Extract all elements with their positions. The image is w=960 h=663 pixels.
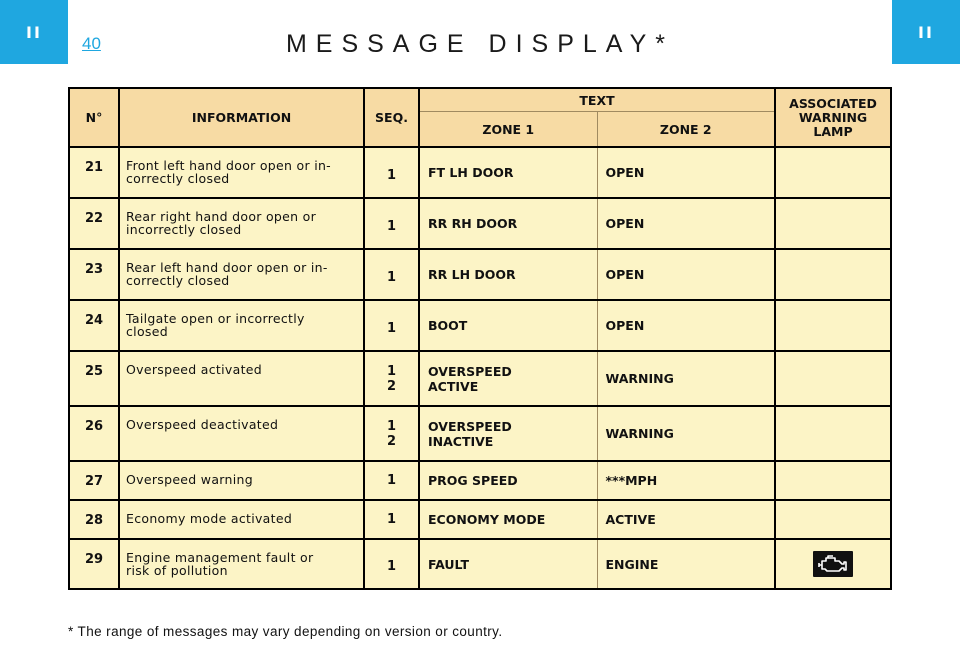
zone1-line-1: RR RH DOOR <box>428 216 518 231</box>
table-row <box>69 198 891 249</box>
table-row <box>69 406 891 461</box>
cell-seq <box>364 539 419 589</box>
table-row <box>69 461 891 500</box>
seq-line-2: 2 <box>386 433 397 449</box>
cell-zone1 <box>419 539 597 589</box>
information-line-2: closed <box>126 324 168 339</box>
information-line-1: Overspeed deactivated <box>126 417 279 432</box>
cell-lamp <box>775 300 891 351</box>
zone1-line-1: FT LH DOOR <box>428 165 514 180</box>
table-body <box>69 147 891 589</box>
cell-number: 25 <box>69 351 119 406</box>
information-line-1: Front left hand door open or in- <box>126 158 331 173</box>
table-row <box>69 500 891 539</box>
cell-number: 23 <box>69 249 119 300</box>
cell-seq <box>364 198 419 249</box>
header-number: N° <box>69 88 119 147</box>
header-seq: SEQ. <box>364 88 419 147</box>
cell-seq <box>364 249 419 300</box>
information-line-1: Engine management fault or <box>126 550 314 565</box>
zone1-line-1: OVERSPEED <box>428 363 512 379</box>
seq-line-1: 1 <box>386 363 397 379</box>
cell-zone2: ***MPH <box>597 461 775 500</box>
cell-information <box>119 500 364 539</box>
table-row <box>69 539 891 589</box>
cell-number: 28 <box>69 500 119 539</box>
cell-number: 22 <box>69 198 119 249</box>
cell-seq <box>364 461 419 500</box>
seq-line-1: 1 <box>386 418 397 434</box>
information-line-1: Rear left hand door open or in- <box>126 260 328 275</box>
cell-zone2: ENGINE <box>597 539 775 589</box>
seq-line-1: 1 <box>386 320 397 336</box>
cell-number: 27 <box>69 461 119 500</box>
cell-zone1 <box>419 461 597 500</box>
seq-line-1: 1 <box>386 269 397 285</box>
message-display-table <box>68 87 892 590</box>
header-zone1: ZONE 1 <box>419 112 597 148</box>
cell-zone1 <box>419 147 597 198</box>
cell-zone1 <box>419 406 597 461</box>
cell-lamp <box>775 500 891 539</box>
cell-zone2: OPEN <box>597 147 775 198</box>
cell-seq <box>364 500 419 539</box>
cell-zone2: OPEN <box>597 300 775 351</box>
seq-line-1: 1 <box>386 218 397 234</box>
chapter-tab-right: II <box>892 0 960 64</box>
footnote: * The range of messages may vary depending on version or country. <box>68 624 503 639</box>
cell-number: 21 <box>69 147 119 198</box>
cell-lamp <box>775 406 891 461</box>
cell-lamp <box>775 198 891 249</box>
information-line-2: correctly closed <box>126 273 230 288</box>
cell-information <box>119 249 364 300</box>
cell-zone1 <box>419 249 597 300</box>
header-lamp: ASSOCIATED WARNING LAMP <box>775 88 891 147</box>
cell-number: 26 <box>69 406 119 461</box>
cell-zone2: WARNING <box>597 406 775 461</box>
cell-seq <box>364 406 419 461</box>
zone1-line-1: PROG SPEED <box>428 473 518 488</box>
cell-information <box>119 198 364 249</box>
cell-information <box>119 351 364 406</box>
cell-lamp <box>775 351 891 406</box>
zone1-line-1: RR LH DOOR <box>428 267 516 282</box>
information-line-2: incorrectly closed <box>126 222 242 237</box>
page-number: 40 <box>82 34 101 53</box>
cell-zone1 <box>419 300 597 351</box>
zone1-line-1: BOOT <box>428 318 468 333</box>
seq-line-1: 1 <box>386 559 397 574</box>
information-line-1: Overspeed warning <box>126 472 253 487</box>
table-row <box>69 351 891 406</box>
cell-zone2: WARNING <box>597 351 775 406</box>
cell-zone2: OPEN <box>597 249 775 300</box>
seq-line-1: 1 <box>386 167 397 183</box>
cell-lamp <box>775 539 891 589</box>
cell-zone2: OPEN <box>597 198 775 249</box>
cell-number: 24 <box>69 300 119 351</box>
zone1-line-2: INACTIVE <box>428 433 494 449</box>
cell-lamp <box>775 147 891 198</box>
page-title: MESSAGE DISPLAY* <box>285 30 675 58</box>
cell-seq <box>364 147 419 198</box>
engine-glyph <box>813 551 853 577</box>
cell-lamp <box>775 461 891 500</box>
cell-seq <box>364 351 419 406</box>
cell-lamp <box>775 249 891 300</box>
table-row <box>69 249 891 300</box>
engine-management-icon <box>813 551 853 577</box>
information-line-2: correctly closed <box>126 171 230 186</box>
seq-line-1: 1 <box>386 473 397 488</box>
zone1-line-1: ECONOMY MODE <box>428 512 546 527</box>
information-line-2: risk of pollution <box>126 563 228 578</box>
cell-information <box>119 461 364 500</box>
information-line-1: Rear right hand door open or <box>126 209 317 224</box>
information-line-1: Economy mode activated <box>126 511 293 526</box>
cell-zone1 <box>419 500 597 539</box>
table-row <box>69 300 891 351</box>
zone1-line-1: FAULT <box>428 556 469 572</box>
cell-information <box>119 539 364 589</box>
header-information: INFORMATION <box>119 88 364 147</box>
cell-information <box>119 147 364 198</box>
chapter-tab-left: II <box>0 0 68 64</box>
information-line-1: Tailgate open or incorrectly <box>126 311 305 326</box>
header-zone2: ZONE 2 <box>597 112 775 148</box>
information-line-1: Overspeed activated <box>126 362 262 377</box>
zone1-line-2: ACTIVE <box>428 378 479 394</box>
zone1-line-1: OVERSPEED <box>428 418 512 434</box>
table-row <box>69 147 891 198</box>
cell-number: 29 <box>69 539 119 589</box>
cell-zone1 <box>419 351 597 406</box>
cell-information <box>119 406 364 461</box>
seq-line-1: 1 <box>386 512 397 527</box>
cell-zone2: ACTIVE <box>597 500 775 539</box>
cell-information <box>119 300 364 351</box>
header-text: TEXT <box>419 88 775 112</box>
cell-seq <box>364 300 419 351</box>
cell-zone1 <box>419 198 597 249</box>
seq-line-2: 2 <box>386 378 397 394</box>
